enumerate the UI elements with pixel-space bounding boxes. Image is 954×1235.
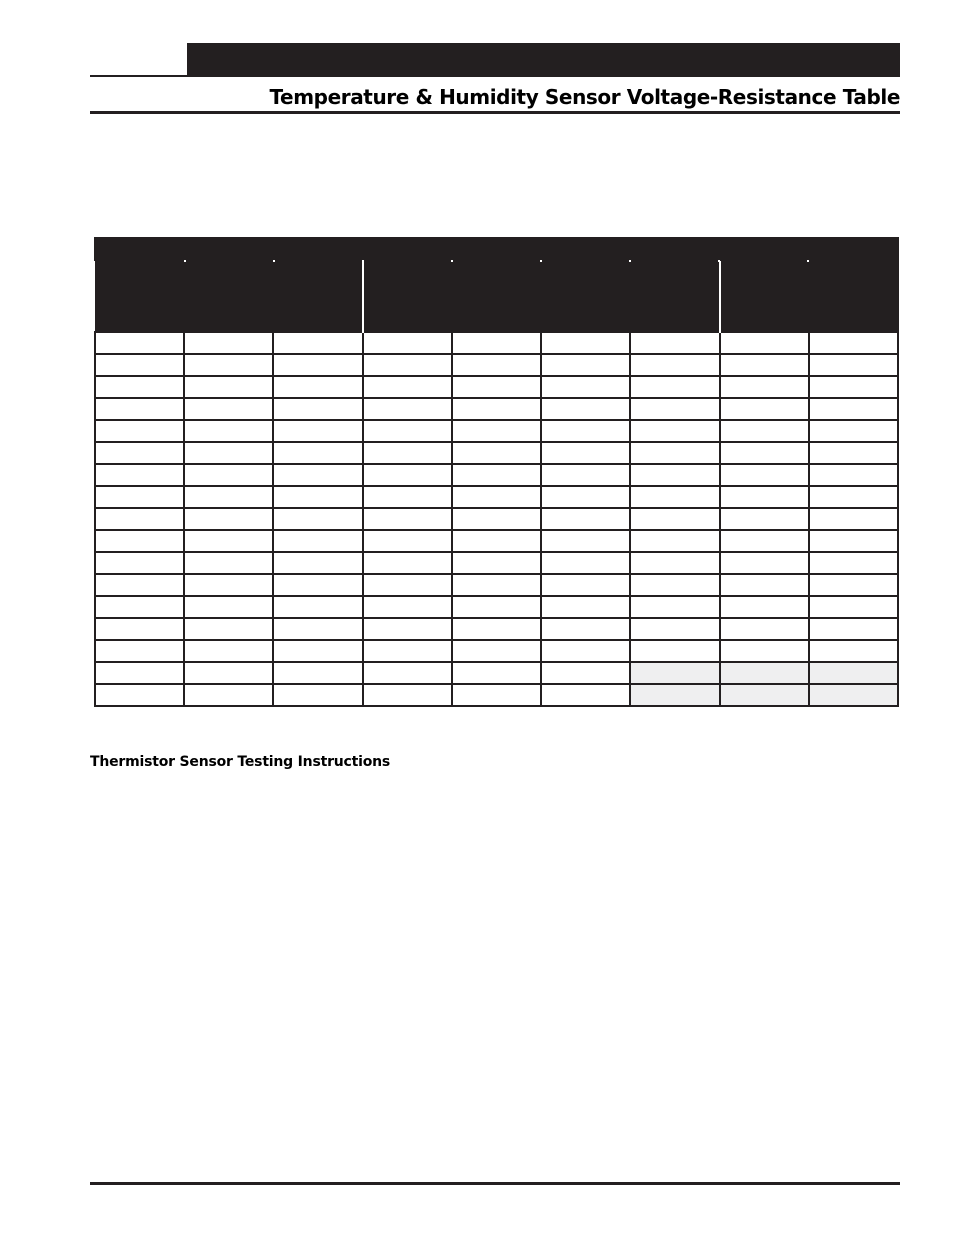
table-cell (184, 332, 273, 354)
table-cell (363, 640, 452, 662)
table-cell (720, 464, 809, 486)
table-cell (720, 354, 809, 376)
table-cell (541, 464, 630, 486)
table-cell (809, 332, 898, 354)
header-column-tick (540, 260, 542, 262)
table-cell (809, 464, 898, 486)
table-cell (363, 354, 452, 376)
table-cell (273, 332, 362, 354)
table-cell (95, 376, 184, 398)
table-cell (184, 640, 273, 662)
table-row (95, 596, 898, 618)
table-body (95, 332, 898, 706)
table-cell (452, 596, 541, 618)
table-cell (541, 508, 630, 530)
table-row (95, 332, 898, 354)
table-cell (363, 508, 452, 530)
header-column-tick (629, 260, 631, 262)
table-cell (273, 354, 362, 376)
table-cell (541, 618, 630, 640)
table-cell (452, 508, 541, 530)
table-row (95, 420, 898, 442)
table-cell (630, 332, 719, 354)
table-row (95, 376, 898, 398)
table-row (95, 640, 898, 662)
table-cell (273, 464, 362, 486)
table-cell (720, 530, 809, 552)
table-cell (630, 420, 719, 442)
table-cell (630, 640, 719, 662)
table-cell (541, 420, 630, 442)
table-cell (95, 442, 184, 464)
table-cell (720, 640, 809, 662)
table-cell (452, 398, 541, 420)
table-row (95, 464, 898, 486)
table-cell (720, 398, 809, 420)
table-cell (363, 442, 452, 464)
header-tab-rule (90, 75, 187, 77)
table-cell (720, 618, 809, 640)
table-cell (452, 354, 541, 376)
header-column-tick (273, 260, 275, 262)
table-cell (630, 530, 719, 552)
table-cell (184, 618, 273, 640)
table-cell (630, 574, 719, 596)
header-column-tick (362, 260, 364, 262)
table-cell (720, 662, 809, 684)
table-cell (363, 398, 452, 420)
table-cell (720, 486, 809, 508)
table-cell (273, 640, 362, 662)
table-cell (184, 376, 273, 398)
table-cell (95, 332, 184, 354)
table-cell (452, 618, 541, 640)
table-cell (95, 662, 184, 684)
table-cell (452, 376, 541, 398)
sensor-table-container (94, 237, 899, 707)
table-cell (541, 552, 630, 574)
table-cell (452, 332, 541, 354)
table-cell (630, 684, 719, 706)
table-cell (541, 332, 630, 354)
table-cell (720, 332, 809, 354)
table-cell (541, 662, 630, 684)
table-cell (184, 398, 273, 420)
table-cell (630, 442, 719, 464)
table-cell (809, 442, 898, 464)
table-cell (363, 574, 452, 596)
table-row (95, 508, 898, 530)
table-cell (273, 618, 362, 640)
table-cell (809, 398, 898, 420)
table-cell (95, 684, 184, 706)
table-cell (184, 354, 273, 376)
table-cell (452, 530, 541, 552)
table-cell (95, 552, 184, 574)
table-cell (95, 420, 184, 442)
table-row (95, 662, 898, 684)
table-cell (363, 618, 452, 640)
table-cell (809, 508, 898, 530)
header-column-tick (184, 260, 186, 262)
table-cell (184, 442, 273, 464)
table-cell (273, 530, 362, 552)
table-cell (452, 464, 541, 486)
table-cell (273, 420, 362, 442)
table-cell (720, 596, 809, 618)
table-cell (809, 530, 898, 552)
table-cell (809, 354, 898, 376)
footer-rule (90, 1182, 900, 1185)
table-cell (720, 442, 809, 464)
table-cell (363, 486, 452, 508)
table-cell (630, 486, 719, 508)
table-cell (184, 684, 273, 706)
table-cell (541, 486, 630, 508)
table-cell (273, 376, 362, 398)
table-row (95, 574, 898, 596)
table-row (95, 618, 898, 640)
table-cell (541, 596, 630, 618)
table-cell (452, 684, 541, 706)
table-cell (363, 662, 452, 684)
table-cell (541, 684, 630, 706)
table-cell (95, 596, 184, 618)
table-cell (363, 464, 452, 486)
table-cell (541, 442, 630, 464)
table-cell (630, 552, 719, 574)
table-cell (630, 464, 719, 486)
table-cell (809, 486, 898, 508)
table-header-band (94, 237, 899, 261)
table-cell (452, 640, 541, 662)
table-cell (630, 508, 719, 530)
table-cell (452, 574, 541, 596)
table-row (95, 486, 898, 508)
table-cell (184, 530, 273, 552)
table-cell (273, 486, 362, 508)
table-cell (273, 508, 362, 530)
table-cell (184, 552, 273, 574)
header-column-tick (807, 260, 809, 262)
table-cell (720, 552, 809, 574)
table-cell (363, 420, 452, 442)
table-row (95, 398, 898, 420)
page-title: Temperature & Humidity Sensor Voltage-Resistance Table (269, 85, 900, 109)
table-row (95, 552, 898, 574)
table-cell (95, 640, 184, 662)
table-cell (95, 398, 184, 420)
table-cell (363, 684, 452, 706)
table-cell (720, 574, 809, 596)
header-column-tick (718, 260, 720, 262)
table-cell (363, 332, 452, 354)
table-row (95, 530, 898, 552)
table-cell (184, 574, 273, 596)
table-cell (273, 662, 362, 684)
table-cell (95, 464, 184, 486)
table-cell (452, 486, 541, 508)
table-cell (452, 442, 541, 464)
table-cell (809, 552, 898, 574)
table-cell (809, 618, 898, 640)
table-cell (720, 684, 809, 706)
table-cell (95, 508, 184, 530)
table-cell (273, 442, 362, 464)
table-cell (541, 376, 630, 398)
table-cell (95, 354, 184, 376)
title-rule (90, 111, 900, 114)
header-column-tick (451, 260, 453, 262)
table-cell (363, 596, 452, 618)
table-cell (809, 596, 898, 618)
table-cell (541, 354, 630, 376)
table-cell (452, 420, 541, 442)
table-cell (273, 398, 362, 420)
table-cell (630, 376, 719, 398)
table-cell (809, 420, 898, 442)
table-cell (184, 596, 273, 618)
table-cell (95, 486, 184, 508)
table-cell (720, 420, 809, 442)
table-cell (630, 354, 719, 376)
table-cell (809, 662, 898, 684)
table-cell (184, 508, 273, 530)
table-cell (630, 398, 719, 420)
table-cell (273, 596, 362, 618)
voltage-resistance-table (94, 237, 899, 707)
table-cell (809, 574, 898, 596)
section-heading: Thermistor Sensor Testing Instructions (90, 754, 391, 770)
table-cell (809, 640, 898, 662)
table-cell (452, 552, 541, 574)
table-cell (809, 376, 898, 398)
table-cell (95, 530, 184, 552)
table-cell (630, 618, 719, 640)
table-cell (541, 640, 630, 662)
table-cell (184, 662, 273, 684)
table-cell (809, 684, 898, 706)
table-cell (363, 552, 452, 574)
table-row (95, 442, 898, 464)
table-cell (273, 552, 362, 574)
header-bar (187, 43, 900, 77)
table-cell (273, 684, 362, 706)
table-cell (184, 420, 273, 442)
table-cell (184, 486, 273, 508)
table-cell (95, 574, 184, 596)
table-cell (95, 618, 184, 640)
table-row (95, 354, 898, 376)
table-cell (720, 376, 809, 398)
table-cell (541, 398, 630, 420)
table-cell (630, 662, 719, 684)
table-cell (273, 574, 362, 596)
table-row (95, 684, 898, 706)
table-cell (541, 530, 630, 552)
table-cell (630, 596, 719, 618)
table-cell (720, 508, 809, 530)
table-cell (184, 464, 273, 486)
table-cell (541, 574, 630, 596)
table-cell (452, 662, 541, 684)
table-cell (363, 376, 452, 398)
table-cell (363, 530, 452, 552)
